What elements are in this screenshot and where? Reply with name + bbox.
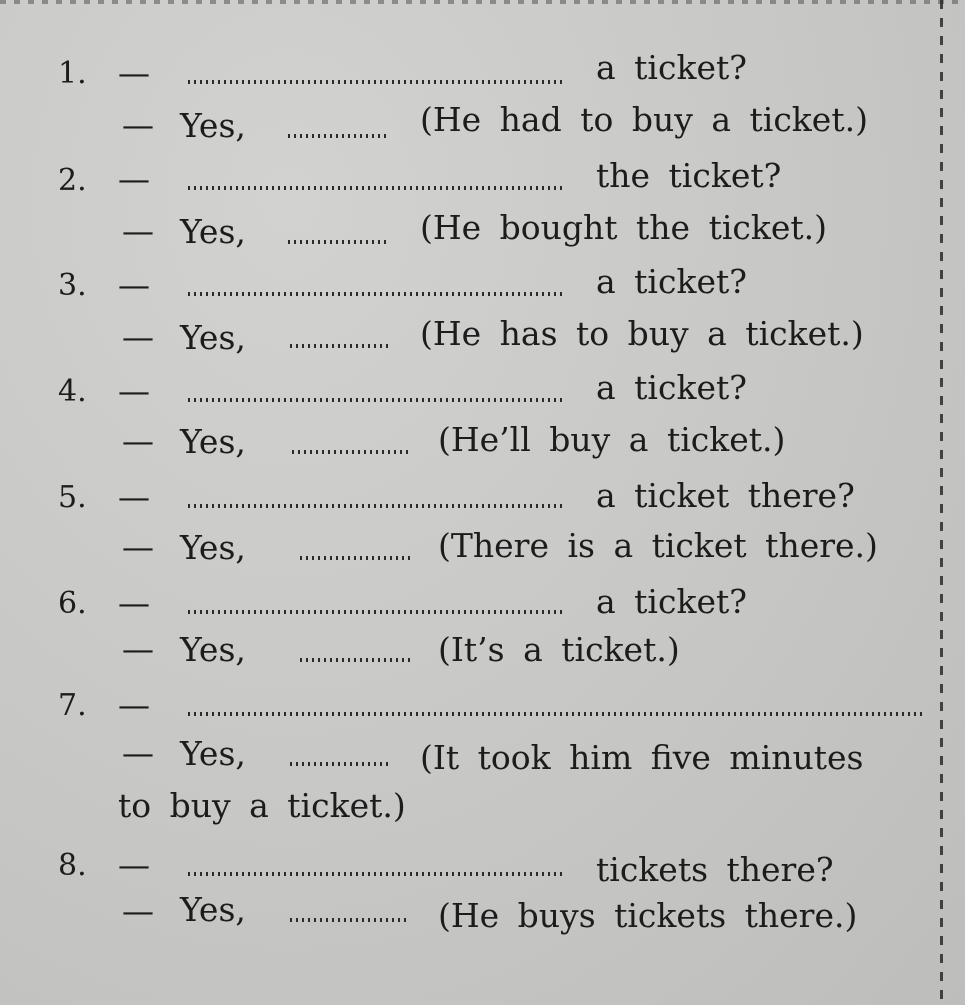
answer-dash: — (122, 528, 154, 566)
question-end: tickets there? (596, 850, 834, 889)
answer-dash: — (122, 318, 154, 356)
answer-hint: (He bought the ticket.) (420, 208, 828, 247)
answer-dash: — (122, 630, 154, 668)
answer-blank[interactable] (292, 450, 412, 454)
question-end: a ticket? (596, 582, 747, 621)
answer-blank[interactable] (290, 344, 392, 348)
answer-yes: Yes, (180, 318, 246, 357)
item-number: 2. (58, 163, 87, 198)
question-blank[interactable] (188, 398, 564, 402)
question-blank[interactable] (188, 186, 564, 190)
question-end: a ticket there? (596, 476, 855, 515)
question-dash: — (118, 372, 150, 410)
answer-hint: (He’ll buy a ticket.) (438, 420, 786, 459)
answer-yes: Yes, (180, 422, 246, 461)
answer-blank[interactable] (300, 658, 412, 662)
answer-dash: — (122, 892, 154, 930)
item-number: 7. (58, 688, 87, 723)
item-number: 8. (58, 848, 87, 883)
answer-blank[interactable] (288, 240, 390, 244)
answer-dash: — (122, 212, 154, 250)
answer-yes: Yes, (180, 212, 246, 251)
question-end: the ticket? (596, 156, 782, 195)
perforation-line (940, 0, 943, 1005)
question-blank[interactable] (188, 712, 922, 716)
question-blank[interactable] (188, 292, 564, 296)
answer-hint: (He buys tickets there.) (438, 896, 858, 935)
answer-hint: (He had to buy a ticket.) (420, 100, 868, 139)
item-number: 4. (58, 374, 87, 409)
question-end: a ticket? (596, 48, 747, 87)
question-blank[interactable] (188, 504, 564, 508)
answer-blank[interactable] (290, 762, 392, 766)
question-blank[interactable] (188, 872, 564, 876)
answer-blank[interactable] (300, 556, 412, 560)
answer-hint: (He has to buy a ticket.) (420, 314, 864, 353)
question-dash: — (118, 266, 150, 304)
question-dash: — (118, 686, 150, 724)
answer-yes: Yes, (180, 734, 246, 773)
answer-yes: Yes, (180, 528, 246, 567)
answer-yes: Yes, (180, 106, 246, 145)
answer-hint: (It took him five minutes (420, 738, 864, 777)
item-number: 1. (58, 56, 87, 91)
answer-hint: (There is a ticket there.) (438, 526, 878, 565)
question-end: a ticket? (596, 262, 747, 301)
answer-hint: (It’s a ticket.) (438, 630, 680, 669)
question-dash: — (118, 846, 150, 884)
answer-hint-continued: to buy a ticket.) (118, 786, 406, 825)
question-end: a ticket? (596, 368, 747, 407)
answer-dash: — (122, 422, 154, 460)
answer-yes: Yes, (180, 890, 246, 929)
item-number: 5. (58, 480, 87, 515)
question-dash: — (118, 54, 150, 92)
answer-blank[interactable] (290, 918, 410, 922)
question-dash: — (118, 478, 150, 516)
question-dash: — (118, 584, 150, 622)
answer-dash: — (122, 106, 154, 144)
question-blank[interactable] (188, 80, 564, 84)
question-blank[interactable] (188, 610, 564, 614)
answer-dash: — (122, 734, 154, 772)
item-number: 6. (58, 586, 87, 621)
answer-blank[interactable] (288, 134, 390, 138)
answer-yes: Yes, (180, 630, 246, 669)
item-number: 3. (58, 268, 87, 303)
question-dash: — (118, 160, 150, 198)
